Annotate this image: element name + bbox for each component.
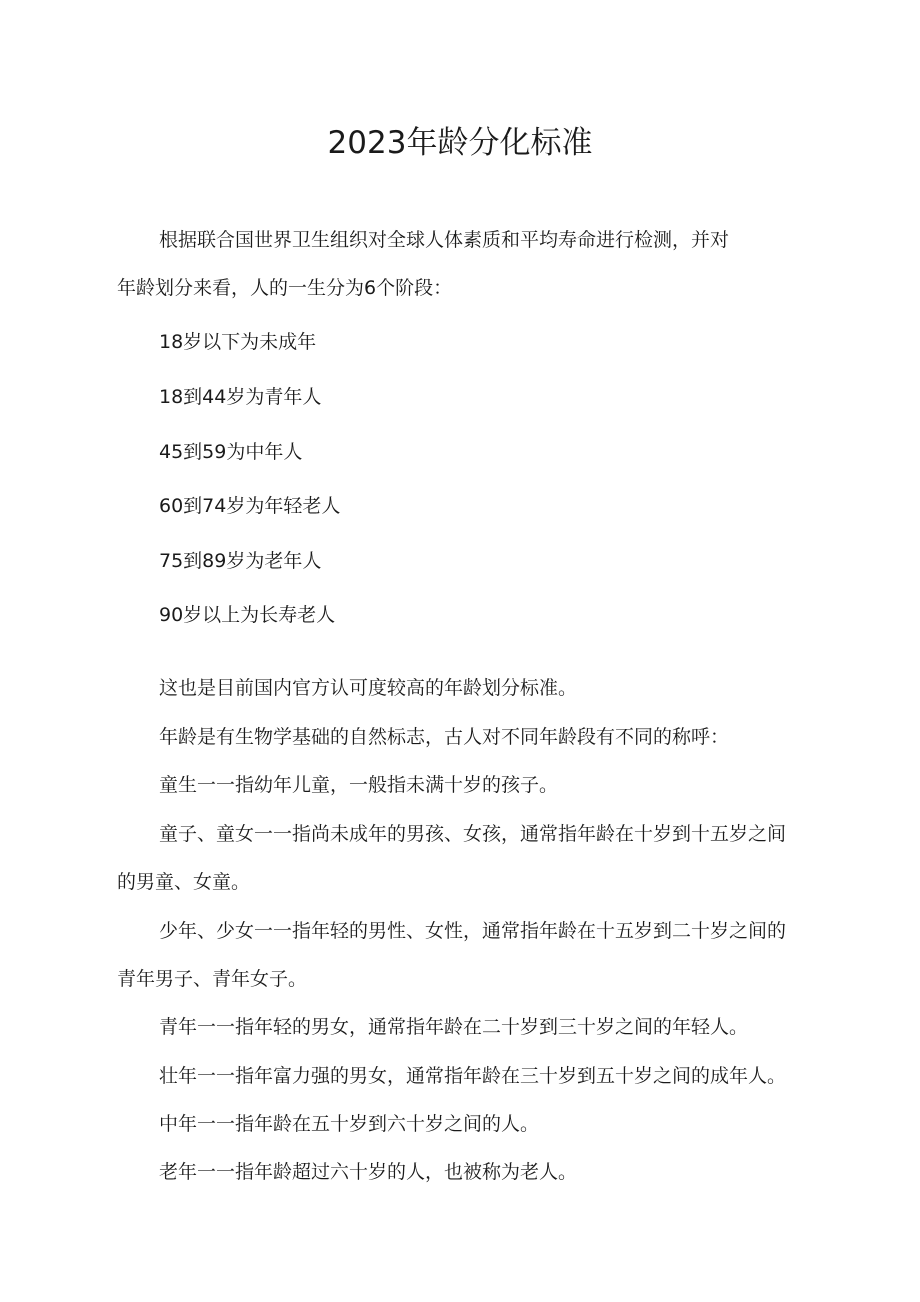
stage-item: 45到59为中年人 — [159, 441, 303, 463]
term-qingnian: 青年一一指年轻的男女，通常指年龄在二十岁到三十岁之间的年轻人。 — [159, 1016, 749, 1038]
document-title: 2023年龄分化标准 — [327, 125, 593, 161]
term-laonian: 老年一一指年龄超过六十岁的人，也被称为老人。 — [159, 1161, 578, 1183]
term-tongzi-line-2: 的男童、女童。 — [117, 871, 251, 893]
stage-item: 18到44岁为青年人 — [159, 386, 322, 408]
term-zhuangnian: 壮年一一指年富力强的男女，通常指年龄在三十岁到五十岁之间的成年人。 — [159, 1065, 787, 1087]
term-tongsheng: 童生一一指幼年儿童，一般指未满十岁的孩子。 — [159, 774, 559, 796]
stage-item: 75到89岁为老年人 — [159, 550, 322, 572]
ancient-intro: 年龄是有生物学基础的自然标志，古人对不同年龄段有不同的称呼： — [159, 726, 730, 748]
term-zhongnian: 中年一一指年龄在五十岁到六十岁之间的人。 — [159, 1113, 540, 1135]
intro-line-1: 根据联合国世界卫生组织对全球人体素质和平均寿命进行检测，并对 — [159, 229, 730, 251]
term-shaonian-line-2: 青年男子、青年女子。 — [117, 968, 308, 990]
stage-item: 18岁以下为未成年 — [159, 331, 317, 353]
term-shaonian-line-1: 少年、少女一一指年轻的男性、女性，通常指年龄在十五岁到二十岁之间的 — [159, 920, 787, 942]
intro-line-2: 年龄划分来看，人的一生分为6个阶段： — [117, 277, 453, 299]
stage-item: 90岁以上为长寿老人 — [159, 604, 336, 626]
standard-note: 这也是目前国内官方认可度较高的年龄划分标准。 — [159, 677, 578, 699]
stage-item: 60到74岁为年轻老人 — [159, 495, 341, 517]
term-tongzi-line-1: 童子、童女一一指尚未成年的男孩、女孩，通常指年龄在十岁到十五岁之间 — [159, 823, 787, 845]
